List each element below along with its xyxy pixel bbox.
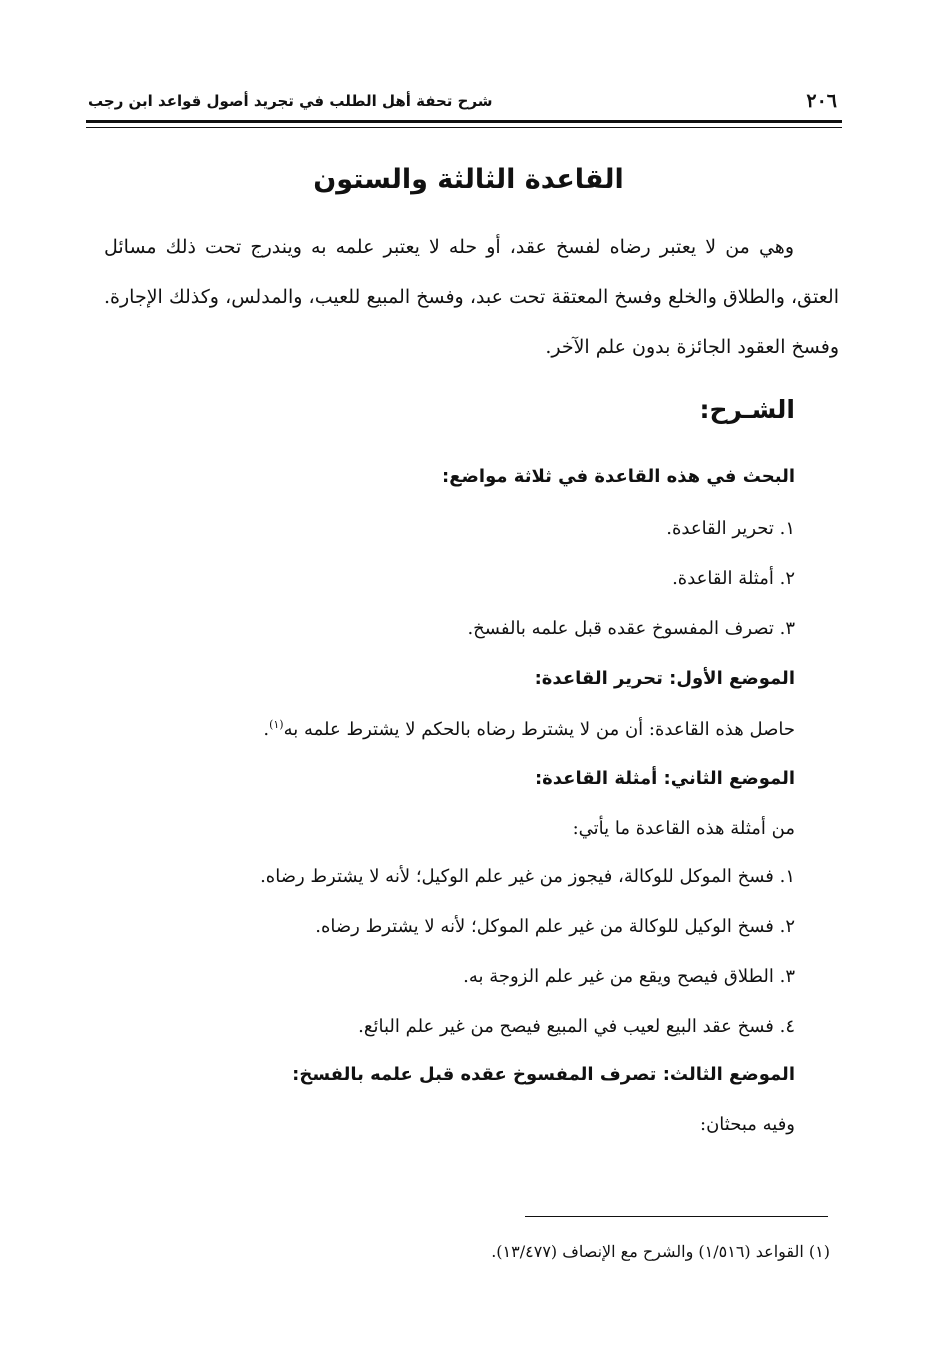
body-line — [260, 866, 795, 887]
running-title: شرح تحفة أهل الطلب في تجريد أصول قواعد ابن رجب — [88, 92, 493, 110]
line-text: ٢. أمثلة القاعدة. — [672, 568, 795, 589]
sharh-heading: الشـرح: — [699, 395, 795, 424]
line-text: وفيه مبحثان: — [700, 1114, 795, 1135]
line-text: من أمثلة هذه القاعدة ما يأتي: — [572, 818, 795, 839]
page-number: ٢٠٦ — [806, 90, 837, 112]
section-heading — [535, 668, 795, 689]
body-line — [463, 966, 795, 987]
rule-statement-paragraph: وهي من لا يعتبر رضاه لفسخ عقد، أو حله لا يعتبر علمه به ويندرج تحت ذلك مسائل العتق، والطلاق والخلع وفسخ المعتقة تحت عبد، وفسخ المبيع للعيب، والمدلس، وكذلك الإجارة. وفسخ العقود الجائزة بدون علم الآخر. — [104, 236, 839, 358]
rule-title: القاعدة الثالثة والستون — [313, 164, 624, 195]
line-text: ١. فسخ الموكل للوكالة، فيجوز من غير علم الوكيل؛ لأنه لا يشترط رضاه. — [260, 866, 795, 887]
line-text: ٣. تصرف المفسوخ عقده قبل علمه بالفسخ. — [467, 618, 795, 639]
section-heading — [442, 466, 795, 487]
body-line — [358, 1016, 795, 1037]
body-line — [666, 518, 795, 539]
line-text: ٣. الطلاق فيصح ويقع من غير علم الزوجة به. — [463, 966, 795, 987]
page-header — [88, 88, 837, 114]
line-text: ٢. فسخ الوكيل للوكالة من غير علم الموكل؛ لأنه لا يشترط رضاه. — [315, 916, 795, 937]
line-text: الموضع الثالث: تصرف المفسوخ عقده قبل علمه بالفسخ: — [292, 1064, 795, 1085]
body-line — [467, 618, 795, 639]
line-text: ٤. فسخ عقد البيع لعيب في المبيع فيصح من غير علم البائع. — [358, 1016, 795, 1037]
body-line — [573, 818, 795, 839]
footnote-reference: (١) — [269, 718, 284, 731]
line-text: البحث في هذه القاعدة في ثلاثة مواضع: — [442, 466, 795, 487]
line-text: الموضع الأول: تحرير القاعدة: — [534, 668, 795, 689]
header-rule-thin — [86, 127, 842, 128]
footnote-separator — [525, 1216, 828, 1217]
header-rule-thick — [86, 120, 842, 123]
line-text: حاصل هذه القاعدة: أن من لا يشترط رضاه بالحكم لا يشترط علمه به — [283, 719, 795, 740]
line-text: ١. تحرير القاعدة. — [666, 518, 795, 539]
line-text: الموضع الثاني: أمثلة القاعدة: — [534, 768, 795, 789]
body-line — [672, 568, 795, 589]
rule-statement — [104, 222, 839, 372]
section-heading — [535, 768, 795, 789]
line-punctuation: . — [263, 719, 270, 740]
footnote: (١) القواعد (١/٥١٦) والشرح مع الإنصاف (١٣/٤٧٧). — [491, 1242, 830, 1261]
section-heading — [292, 1064, 795, 1085]
body-line — [700, 1114, 795, 1135]
body-line — [263, 718, 795, 740]
body-line — [315, 916, 795, 937]
